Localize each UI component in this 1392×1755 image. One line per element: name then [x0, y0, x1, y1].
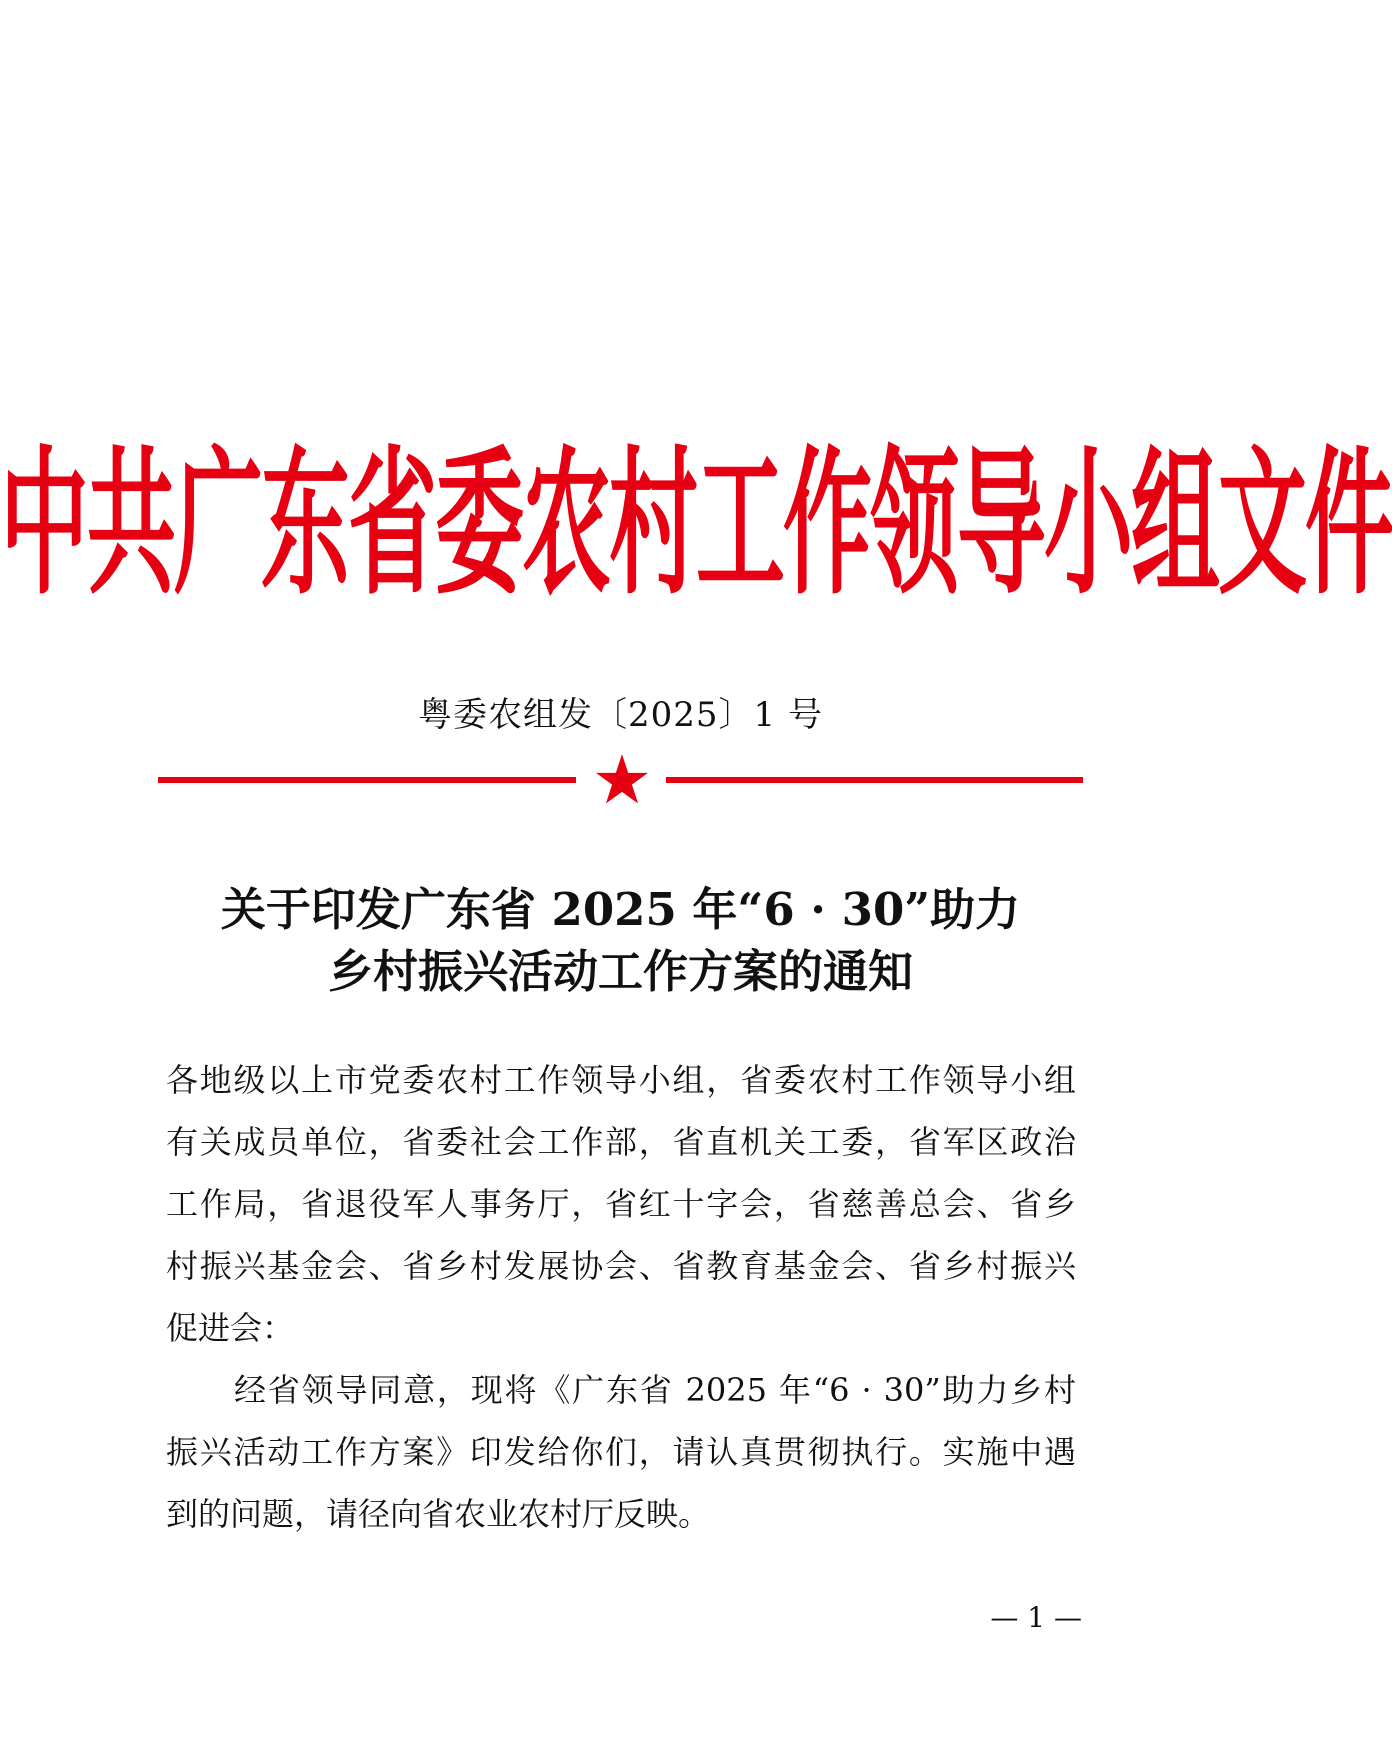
addressee-line: 促进会：	[166, 1309, 295, 1347]
addressee-line: 工作局，省退役军人事务厅，省红十字会，省慈善总会、省乡	[166, 1185, 1076, 1223]
divider-line-left	[158, 777, 576, 783]
paragraph-line: 经省领导同意，现将《广东省 2025 年“6 · 30”助力乡村	[234, 1371, 1076, 1409]
addressee-line: 有关成员单位，省委社会工作部，省直机关工委，省军区政治	[166, 1123, 1076, 1161]
title-line-1: 关于印发广东省 2025 年“6 · 30”助力	[220, 883, 1021, 936]
star-shape	[596, 754, 648, 803]
page-number: — 1 —	[990, 1601, 1082, 1634]
document-number: 粤委农组发〔2025〕1 号	[418, 695, 823, 735]
title-line-2: 乡村振兴活动工作方案的通知	[327, 945, 913, 998]
addressee-line: 村振兴基金会、省乡村发展协会、省教育基金会、省乡村振兴	[166, 1247, 1076, 1285]
paragraph-line: 振兴活动工作方案》印发给你们，请认真贯彻执行。实施中遇	[166, 1433, 1076, 1471]
addressee-line: 各地级以上市党委农村工作领导小组，省委农村工作领导小组	[166, 1061, 1076, 1099]
issuer-heading: 中共广东省委农村工作领导小组文件	[0, 430, 1392, 616]
red-star-icon	[596, 754, 648, 804]
paragraph-line: 到的问题，请径向省农业农村厅反映。	[166, 1495, 711, 1533]
divider-line-right	[666, 777, 1083, 783]
